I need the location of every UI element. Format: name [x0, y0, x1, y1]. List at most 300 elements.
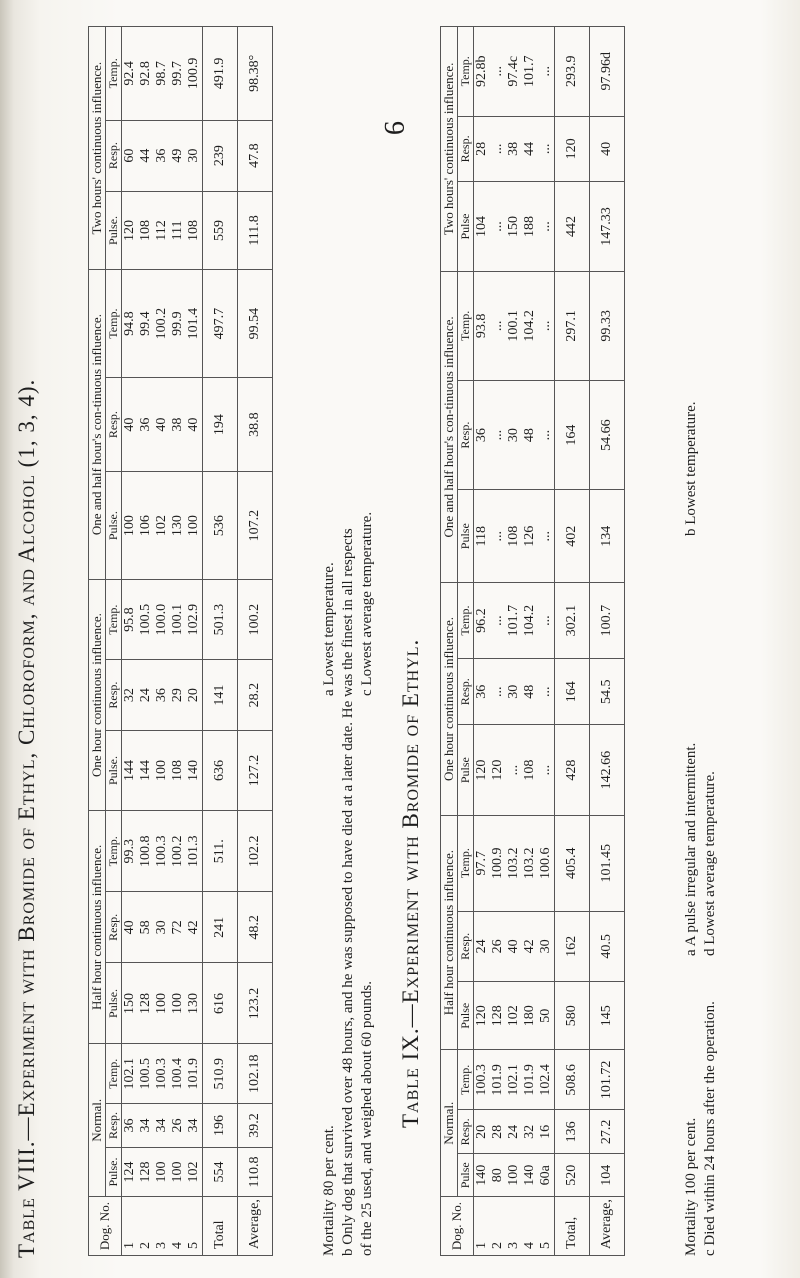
- table8-note: c Lowest average temperature.: [359, 511, 375, 696]
- table8-sub-header: Pulse.: [106, 730, 122, 810]
- table8-value: 108: [170, 760, 185, 782]
- table8-dog-number: 2: [138, 1242, 153, 1249]
- table8-value-cell: [122, 811, 203, 892]
- table9-value: 100.9: [490, 847, 505, 879]
- table9-value: ...: [538, 764, 553, 776]
- table9-dog-number: 4: [522, 1242, 537, 1249]
- table9-sub-header: Resp.: [458, 381, 474, 490]
- table8-value-cell: [122, 579, 203, 659]
- table9-value: ...: [538, 66, 553, 77]
- table9-value: ...: [538, 615, 553, 626]
- table8-average-value: 102.18: [238, 1044, 273, 1104]
- table9-total-value: 164: [555, 659, 590, 725]
- table8-value: 34: [186, 1118, 201, 1133]
- table8-value: 36: [154, 148, 169, 163]
- table9-value: 96.2: [474, 608, 489, 633]
- table9-total-value: 120: [555, 116, 590, 182]
- table9-value: 102.4: [538, 1064, 553, 1096]
- table9-sub-header: Pulse: [458, 725, 474, 815]
- table8-group-header: Two hours' continuous influence.: [89, 27, 106, 270]
- table9-value-cell: [474, 911, 555, 981]
- table9-value: 26: [490, 939, 505, 954]
- table9-sub-header: Resp.: [458, 911, 474, 981]
- table8-value-cell: [122, 730, 203, 810]
- table9-average-value: 142.66: [590, 725, 625, 815]
- table9-value-cell: [474, 116, 555, 182]
- table9-value: ...: [538, 686, 553, 697]
- table9-value: 103.2: [522, 847, 537, 879]
- table9-value: 50: [538, 1008, 553, 1023]
- table9-value: 97.7: [474, 850, 489, 876]
- table9-value: 42: [522, 939, 537, 954]
- table9-value: 100.1: [506, 310, 521, 342]
- table8-group-header: Normal.: [89, 1044, 106, 1197]
- table8-value: 112: [154, 220, 169, 241]
- table9-value: 93.8: [474, 313, 489, 339]
- table9-value: 102: [506, 1005, 521, 1027]
- table8-dog-number: 4: [170, 1242, 185, 1249]
- table9-note: Mortality 100 per cent.: [683, 1117, 699, 1256]
- table9-value: 188: [522, 216, 537, 237]
- table9-total-label: Total,: [555, 1197, 590, 1256]
- table8-value: 49: [170, 148, 185, 163]
- table8-sub-header: Temp.: [106, 811, 122, 892]
- table8-total-value: 536: [203, 472, 238, 580]
- table8-value: 34: [138, 1118, 153, 1133]
- table8-total-value: 501.3: [203, 579, 238, 659]
- table8-value-cell: [122, 1147, 203, 1196]
- table9-value: 36: [474, 684, 489, 699]
- table8-value-cell: [122, 270, 203, 378]
- table9-value: ...: [490, 686, 505, 697]
- table8-sub-header: Pulse.: [106, 472, 122, 580]
- table8-total-value: 491.9: [203, 27, 238, 121]
- table9-value: 100.6: [538, 847, 553, 879]
- table9-group-header: Half hour continuous influence.: [441, 815, 458, 1050]
- table8-value: 99.4: [138, 311, 153, 336]
- table9-value: 100.3: [474, 1064, 489, 1096]
- page-number: 9: [378, 121, 409, 135]
- table8-total-value: 511.: [203, 811, 238, 892]
- table8-total-value: 196: [203, 1104, 238, 1148]
- table9-average-value: 104: [590, 1154, 625, 1197]
- table9-dog-header: Dog. No.: [441, 1197, 474, 1256]
- table9-total-row: [555, 27, 590, 1256]
- table8-sub-header: Pulse.: [106, 963, 122, 1044]
- table9-value: 118: [474, 525, 489, 547]
- table9-value: ...: [490, 615, 505, 626]
- table8-value-cell: [122, 1044, 203, 1104]
- table8-value: 140: [186, 760, 201, 782]
- table9-total-value: 293.9: [555, 27, 590, 117]
- table9-value: 150: [506, 216, 521, 237]
- table8-value: 101.3: [186, 835, 201, 868]
- table8-title: Table VIII.—Experiment with Bromide of Ethyl, Chloroform, and Alcohol (1, 3, 4).: [14, 378, 39, 1258]
- table8-total-label: Total: [203, 1197, 238, 1256]
- table9-sub-header: Resp.: [458, 1110, 474, 1154]
- table9-value: ...: [538, 221, 553, 232]
- table8-sub-header: Pulse.: [106, 191, 122, 270]
- table9-value: 32: [522, 1124, 537, 1139]
- table9-value: 102.1: [506, 1064, 521, 1096]
- table8-value: 94.8: [122, 311, 137, 336]
- table8-value: 100.0: [154, 603, 169, 636]
- table9-value-cell: [474, 490, 555, 583]
- table8-average-value: 48.2: [238, 892, 273, 963]
- table9-value: 101.7: [506, 604, 521, 637]
- table8-value: 100: [170, 992, 185, 1014]
- table9-title: Table IX.—Experiment with Bromide of Ethyl.: [398, 638, 423, 1128]
- table9-value: 97.4c: [506, 55, 521, 87]
- table8-sub-header: Resp.: [106, 120, 122, 191]
- table8-value: 101.4: [186, 307, 201, 340]
- table8-sub-header: Resp.: [106, 377, 122, 471]
- table8-note: a Lowest temperature.: [321, 562, 337, 696]
- table8-value: 100: [154, 992, 169, 1014]
- table8-value: 100.9: [186, 57, 201, 90]
- table9-value: 28: [474, 141, 489, 156]
- table9-value: ...: [490, 320, 505, 332]
- table9-data-row: [474, 27, 555, 1256]
- table8-value: 34: [154, 1118, 169, 1133]
- table8-value: 130: [170, 515, 185, 537]
- table8-total-row: [203, 27, 238, 1256]
- table9-value: 92.8b: [474, 55, 489, 88]
- table8-value: 44: [138, 148, 153, 163]
- table9-average-row: [590, 27, 625, 1256]
- table9-value: 104.2: [522, 604, 537, 637]
- table8-value-cell: [122, 377, 203, 471]
- table8-value: 100.2: [154, 307, 169, 340]
- table8-value: 36: [122, 1118, 137, 1133]
- table9-value: 40: [506, 939, 521, 954]
- table8-value: 29: [170, 688, 185, 703]
- table8-value: 100.3: [154, 1058, 169, 1090]
- table8-value: 92.4: [122, 61, 137, 86]
- table9-value-cell: [474, 1050, 555, 1110]
- table8-dog-cell: [122, 1197, 203, 1256]
- table8: [88, 26, 273, 1256]
- table8-value: 99.9: [170, 311, 185, 336]
- table8-value-cell: [122, 1104, 203, 1148]
- table9-value: 120: [490, 759, 505, 781]
- table9-total-value: 508.6: [555, 1050, 590, 1110]
- table8-value: 36: [154, 688, 169, 703]
- table8-value: 100.5: [138, 603, 153, 636]
- table9-average-value: 101.45: [590, 815, 625, 911]
- table9-group-header: Normal.: [441, 1050, 458, 1197]
- table9-value: 100: [506, 1164, 521, 1186]
- table8-sub-header: Temp.: [106, 1044, 122, 1104]
- table8-value: 130: [186, 992, 201, 1014]
- table8-value: 40: [186, 417, 201, 432]
- table9-value: 120: [474, 1005, 489, 1027]
- table9-sub-header: Temp.: [458, 1050, 474, 1110]
- table9-total-value: 402: [555, 490, 590, 583]
- table8-value: 100: [154, 760, 169, 782]
- table8-value: 124: [122, 1161, 137, 1183]
- table8-note: of the 25 used, and weighed about 60 pounds.: [359, 981, 375, 1256]
- table8-average-value: 98.38°: [238, 27, 273, 121]
- table9-total-value: 136: [555, 1110, 590, 1154]
- table9-total-value: 405.4: [555, 815, 590, 911]
- table9-average-value: 97.96d: [590, 27, 625, 117]
- table9-sub-header: Resp.: [458, 659, 474, 725]
- table9-average-value: 54.66: [590, 381, 625, 490]
- table9-value: 101.7: [522, 55, 537, 88]
- table9-notes: [682, 401, 720, 1256]
- table9-value-cell: [474, 1154, 555, 1197]
- table9-value-cell: [474, 815, 555, 911]
- table9-value: 104.2: [522, 310, 537, 342]
- table8-average-row: [238, 27, 273, 1256]
- table9-total-value: 297.1: [555, 271, 590, 380]
- table8-value: 30: [186, 148, 201, 163]
- table9-sub-header: Resp.: [458, 116, 474, 182]
- table8-total-value: 616: [203, 963, 238, 1044]
- table8-value-cell: [122, 191, 203, 270]
- table9-dog-cell: [474, 1197, 555, 1256]
- table9-value: 101.9: [490, 1064, 505, 1096]
- table8-value: 60: [122, 148, 137, 163]
- table8-total-value: 559: [203, 191, 238, 270]
- table8-average-value: 100.2: [238, 579, 273, 659]
- table9-average-value: 27.2: [590, 1110, 625, 1154]
- table8-data-row: [122, 27, 203, 1256]
- table9-sub-header: Pulse: [458, 1154, 474, 1197]
- table8-value: 100: [154, 1161, 169, 1183]
- table8-total-value: 510.9: [203, 1044, 238, 1104]
- table8-sub-header: Pulse.: [106, 1147, 122, 1196]
- table9-sub-header: Pulse: [458, 982, 474, 1050]
- table8-average-value: 38.8: [238, 377, 273, 471]
- table9-value-cell: [474, 271, 555, 380]
- table9-value-cell: [474, 1110, 555, 1154]
- table9-note: c Died within 24 hours after the operation.: [702, 1001, 718, 1256]
- table8-value: 99.3: [122, 839, 137, 864]
- table9-total-value: 162: [555, 911, 590, 981]
- table9-value: 103.2: [506, 847, 521, 879]
- table8-value: 100.4: [170, 1058, 185, 1090]
- table8-total-value: 241: [203, 892, 238, 963]
- table8-value: 72: [170, 920, 185, 935]
- table8-dog-header: Dog. No.: [89, 1197, 122, 1256]
- table8-value: 40: [154, 417, 169, 432]
- table8-value: 102.9: [186, 603, 201, 636]
- table9-value: 48: [522, 684, 537, 699]
- table9-total-value: 442: [555, 182, 590, 271]
- table9-value: 101.9: [522, 1064, 537, 1096]
- table9-sub-header: Temp.: [458, 815, 474, 911]
- table9-sub-header: Temp.: [458, 27, 474, 117]
- table8-value: 100.8: [138, 835, 153, 868]
- table8-value: 40: [122, 417, 137, 432]
- table8-value: 128: [138, 992, 153, 1014]
- table8-dog-number: 1: [122, 1242, 137, 1249]
- table8-value: 144: [122, 760, 137, 782]
- table9-note: a A pulse irregular and intermittent.: [683, 742, 699, 956]
- table8-sub-header: Temp.: [106, 27, 122, 121]
- table8-average-value: 99.54: [238, 270, 273, 378]
- table8-average-value: 111.8: [238, 191, 273, 270]
- table9-dog-number: 3: [506, 1242, 521, 1249]
- table9-value: 16: [538, 1124, 553, 1139]
- table8-total-value: 636: [203, 730, 238, 810]
- table9-value: 36: [474, 428, 489, 443]
- table9-value: ...: [538, 530, 553, 542]
- table8-value: 102.1: [122, 1058, 137, 1090]
- table9-value: ...: [490, 429, 505, 441]
- table8-value: 102: [186, 1161, 201, 1183]
- table9-value: 126: [522, 525, 537, 547]
- table9-dog-number: 2: [490, 1242, 505, 1249]
- table9-average-value: 145: [590, 982, 625, 1050]
- table8-value: 102: [154, 515, 169, 537]
- table8-value: 111: [170, 220, 185, 241]
- table8-value: 144: [138, 760, 153, 782]
- table9-average-value: 40.5: [590, 911, 625, 981]
- table9-value-cell: [474, 182, 555, 271]
- table9-value: 48: [522, 428, 537, 443]
- table9-value: 20: [474, 1124, 489, 1139]
- table9-value: 80: [490, 1168, 505, 1183]
- table8-value: 40: [122, 920, 137, 935]
- table8-average-value: 110.8: [238, 1147, 273, 1196]
- table9-value-cell: [474, 583, 555, 659]
- table9-average-label: Average,: [590, 1197, 625, 1256]
- table9-average-value: 134: [590, 490, 625, 583]
- table9-dog-number: 1: [474, 1242, 489, 1249]
- table8-value: 92.8: [138, 61, 153, 86]
- table8-value: 108: [186, 219, 201, 241]
- table9-value: 140: [474, 1164, 489, 1186]
- table9-sub-header: Pulse: [458, 182, 474, 271]
- table9-value: 24: [474, 939, 489, 954]
- table8-sub-header: Resp.: [106, 1104, 122, 1148]
- table8-average-value: 102.2: [238, 811, 273, 892]
- table8-group-header: One and half hour's con-tinuous influence.: [89, 270, 106, 580]
- table9-value: 30: [538, 939, 553, 954]
- table8-value: 99.7: [170, 61, 185, 86]
- table9-value: 180: [522, 1005, 537, 1027]
- table8-value-cell: [122, 27, 203, 121]
- table8-average-value: 28.2: [238, 660, 273, 730]
- table8-value: 106: [138, 515, 153, 537]
- table9-value: ...: [490, 530, 505, 542]
- table9-value: ...: [490, 221, 505, 232]
- table9-average-value: 147.33: [590, 182, 625, 271]
- table9-value: ...: [506, 764, 521, 776]
- table8-value-cell: [122, 472, 203, 580]
- table8-group-header: One hour continuous influence.: [89, 579, 106, 810]
- table9-value: 108: [522, 759, 537, 781]
- table9-value: 140: [522, 1164, 537, 1186]
- table8-value: 26: [170, 1118, 185, 1133]
- table8-value-cell: [122, 892, 203, 963]
- table9-value: 120: [474, 759, 489, 781]
- table8-value: 32: [122, 688, 137, 703]
- table9-sub-header: Pulse: [458, 490, 474, 583]
- table9-average-value: 101.72: [590, 1050, 625, 1110]
- table9-total-value: 520: [555, 1154, 590, 1197]
- table8-value-cell: [122, 963, 203, 1044]
- table9-total-value: 428: [555, 725, 590, 815]
- table9-value: 24: [506, 1124, 521, 1139]
- table8-value: 100.2: [170, 835, 185, 868]
- table8-total-value: 554: [203, 1147, 238, 1196]
- table9-average-value: 100.7: [590, 583, 625, 659]
- table8-average-value: 47.8: [238, 120, 273, 191]
- table8-value: 100: [122, 515, 137, 537]
- table9-average-value: 40: [590, 116, 625, 182]
- table8-value: 100: [170, 1161, 185, 1183]
- table9-value-cell: [474, 659, 555, 725]
- table8-group-header: Half hour continuous influence.: [89, 811, 106, 1044]
- table8-dog-number: 5: [186, 1242, 201, 1249]
- table8-value: 42: [186, 920, 201, 935]
- table8-value: 101.9: [186, 1058, 201, 1090]
- table8-value: 120: [122, 219, 137, 241]
- table8-value: 95.8: [122, 607, 137, 632]
- table9-total-value: 302.1: [555, 583, 590, 659]
- table9-sub-header: Temp.: [458, 271, 474, 380]
- table8-value: 100.5: [138, 1058, 153, 1090]
- table8-sub-header: Resp.: [106, 660, 122, 730]
- table9-value: 104: [474, 216, 489, 237]
- table8-note: Mortality 80 per cent.: [321, 1125, 337, 1256]
- table9-value-cell: [474, 982, 555, 1050]
- table8-average-value: 127.2: [238, 730, 273, 810]
- table9-value: ...: [490, 66, 505, 77]
- table9-note: b Lowest temperature.: [683, 401, 699, 536]
- table9-group-header: One hour continuous influence.: [441, 583, 458, 816]
- table9-total-value: 164: [555, 381, 590, 490]
- table8-total-value: 497.7: [203, 270, 238, 378]
- table8-value: 58: [138, 920, 153, 935]
- table9-value: 44: [522, 141, 537, 156]
- table8-average-label: Average,: [238, 1197, 273, 1256]
- table9-value: ...: [490, 143, 505, 155]
- table8-average-value: 39.2: [238, 1104, 273, 1148]
- table9-value: 30: [506, 684, 521, 699]
- table8-sub-header: Temp.: [106, 270, 122, 378]
- table8-dog-number: 3: [154, 1242, 169, 1249]
- table9-average-value: 54.5: [590, 659, 625, 725]
- table8-average-value: 123.2: [238, 963, 273, 1044]
- table8-value-cell: [122, 660, 203, 730]
- table8-value: 128: [138, 1161, 153, 1183]
- table9-sub-header: Temp.: [458, 583, 474, 659]
- table9-total-value: 580: [555, 982, 590, 1050]
- table8-value: 100.1: [170, 603, 185, 636]
- table9-dog-number: 5: [538, 1242, 553, 1249]
- table9-value-cell: [474, 27, 555, 117]
- table8-average-value: 107.2: [238, 472, 273, 580]
- table8-total-value: 141: [203, 660, 238, 730]
- table8-value: 38: [170, 417, 185, 432]
- table9-value: 38: [506, 141, 521, 156]
- table8-total-value: 239: [203, 120, 238, 191]
- table8-sub-header: Resp.: [106, 892, 122, 963]
- table8-sub-header: Temp.: [106, 579, 122, 659]
- table9-value: ...: [538, 143, 553, 155]
- table8-value: 30: [154, 920, 169, 935]
- table9-value: 60a: [538, 1165, 553, 1186]
- table9-value: 108: [506, 525, 521, 547]
- table8-value: 150: [122, 992, 137, 1014]
- table8-value: 98.7: [154, 61, 169, 86]
- table9-value-cell: [474, 725, 555, 815]
